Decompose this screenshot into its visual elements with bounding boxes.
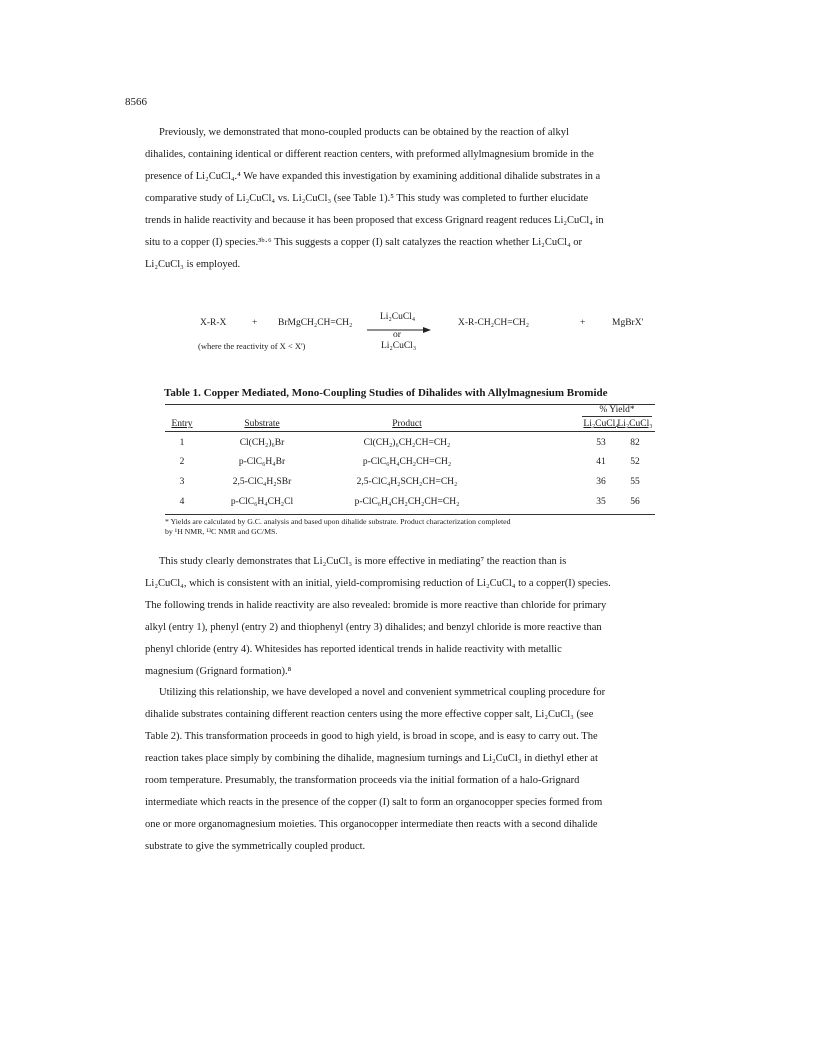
- text-line: Li₂CuCl₃ is employed.: [145, 259, 241, 270]
- text-line: intermediate which reacts in the presence of the copper (I) salt to form an organocopper species formed from: [145, 797, 603, 808]
- text-line: The following trends in halide reactivity are also revealed: bromide is more reactive than chloride for primary: [145, 600, 607, 611]
- scheme-product-2: MgBrX': [612, 318, 644, 328]
- table-cell-yield-li2cucl4: 53: [596, 438, 606, 448]
- text-line: phenyl chloride (entry 4). Whitesides has reported identical trends in halide reactivity with metallic: [145, 644, 562, 655]
- scheme-reactant-2: BrMgCH₂CH=CH₂: [278, 318, 353, 328]
- yield-header: % Yield*: [599, 405, 635, 415]
- table-cell-yield-li2cucl4: 36: [596, 477, 606, 487]
- table-cell-yield-li2cucl4: 35: [596, 497, 606, 507]
- scheme-plus-2: +: [580, 318, 586, 328]
- text-line: presence of Li₂CuCl₄.⁴ We have expanded this investigation by examining additional dihalide substrates in a: [145, 171, 601, 182]
- scheme-reagent-top: Li₂CuCl₄: [380, 312, 416, 322]
- scheme-plus-1: +: [252, 318, 258, 328]
- table-caption: Table 1. Copper Mediated, Mono-Coupling Studies of Dihalides with Allylmagnesium Bromide: [164, 387, 608, 399]
- table-rule-top: [165, 404, 655, 405]
- page-number: 8566: [125, 96, 147, 108]
- paragraph-procedure: [145, 682, 681, 858]
- yield-header-rule: [582, 416, 652, 417]
- table-cell-substrate: p-ClC₆H₄Br: [238, 457, 286, 467]
- text-line: comparative study of Li₂CuCl₄ vs. Li₂CuCl₃ (see Table 1).⁵ This study was completed to further elucidate: [145, 193, 589, 204]
- text-line: dihalide substrates containing different reaction centers using the more effective copper salt, Li₂CuCl₃ (see: [145, 709, 594, 720]
- table-cell-yield-li2cucl3: 82: [630, 438, 640, 448]
- scheme-product-1: X-R-CH₂CH=CH₂: [458, 318, 530, 328]
- text-line: room temperature. Presumably, the transformation proceeds via the initial formation of a halo-Grignard: [145, 775, 580, 786]
- text-line: one or more organomagnesium moieties. This organocopper intermediate then reacts with a second dihalide: [145, 819, 598, 830]
- table-cell-product: Cl(CH₂)₆CH₂CH=CH₂: [363, 438, 451, 448]
- text-line: trends in halide reactivity and because it has been proposed that excess Grignard reagent reduces Li₂CuCl₄ in: [145, 215, 604, 226]
- text-line: magnesium (Grignard formation).⁸: [145, 666, 292, 677]
- table-footnote: [165, 517, 655, 537]
- text-line: Li₂CuCl₄, which is consistent with an initial, yield-compromising reduction of Li₂CuCl₄ to a copper(I) species.: [145, 578, 611, 589]
- paragraph-results: [145, 551, 681, 683]
- text-line: dihalides, containing identical or different reaction centers, with preformed allylmagnesium bromide in the: [145, 149, 594, 160]
- text-line: Previously, we demonstrated that mono-coupled products can be obtained by the reaction of alkyl: [159, 127, 569, 138]
- table-cell-product: p-ClC₆H₄CH₂CH=CH₂: [362, 457, 452, 467]
- table-cell-substrate: 2,5-ClC₄H₂SBr: [232, 477, 292, 487]
- column-header-substrate: Substrate: [244, 419, 280, 429]
- table-cell-entry: 1: [179, 438, 185, 448]
- table-cell-yield-li2cucl3: 55: [630, 477, 640, 487]
- footnote-line: by ¹H NMR, ¹³C NMR and GC/MS.: [165, 527, 278, 536]
- footnote-line: * Yields are calculated by G.C. analysis and based upon dihalide substrate. Product characterization completed: [165, 517, 511, 526]
- table-cell-yield-li2cucl3: 52: [630, 457, 640, 467]
- column-header-product: Product: [392, 419, 422, 429]
- text-line: alkyl (entry 1), phenyl (entry 2) and thiophenyl (entry 3) dihalides; and benzyl chloride is more reactive than: [145, 622, 602, 633]
- column-header-li2cucl4: Li₂CuCl₄: [583, 419, 619, 429]
- table-cell-substrate: p-ClC₆H₄CH₂Cl: [230, 497, 294, 507]
- table-cell-product: p-ClC₆H₄CH₂CH₂CH=CH₂: [354, 497, 460, 507]
- table-cell-substrate: Cl(CH₂)₆Br: [239, 438, 285, 448]
- paragraph-intro: [145, 122, 681, 276]
- column-header-entry: Entry: [171, 419, 193, 429]
- table-cell-yield-li2cucl4: 41: [596, 457, 606, 467]
- text-line: Table 2). This transformation proceeds in good to high yield, is broad in scope, and is easy to carry out. The: [145, 731, 598, 742]
- text-line: situ to a copper (I) species.³ᵇ·⁶ This suggests a copper (I) salt catalyzes the reaction whether Li₂CuCl₄ or: [145, 237, 583, 248]
- column-header-li2cucl3: Li₂CuCl₃: [617, 419, 653, 429]
- text-line: reaction takes place simply by combining the dihalide, magnesium turnings and Li₂CuCl₃ in diethyl ether at: [145, 753, 598, 764]
- text-line: This study clearly demonstrates that Li₂CuCl₃ is more effective in mediating⁷ the reaction than is: [159, 556, 567, 567]
- scheme-reagent-bottom: Li₂CuCl₃: [381, 341, 417, 351]
- table-cell-yield-li2cucl3: 56: [630, 497, 640, 507]
- table-cell-entry: 3: [179, 477, 185, 487]
- table-cell-entry: 4: [179, 497, 185, 507]
- scheme-reactant-1: X-R-X: [200, 318, 227, 328]
- table-cell-product: 2,5-ClC₄H₂SCH₂CH=CH₂: [356, 477, 458, 487]
- table-rule-bottom: [165, 514, 655, 515]
- text-line: substrate to give the symmetrically coupled product.: [145, 841, 366, 852]
- text-line: Utilizing this relationship, we have developed a novel and convenient symmetrical coupling procedure for: [159, 687, 606, 698]
- scheme-note: (where the reactivity of X < X'): [198, 341, 306, 351]
- table-rule-header: [165, 431, 655, 432]
- table-cell-entry: 2: [179, 457, 185, 467]
- scheme-reagent-or: or: [393, 330, 401, 340]
